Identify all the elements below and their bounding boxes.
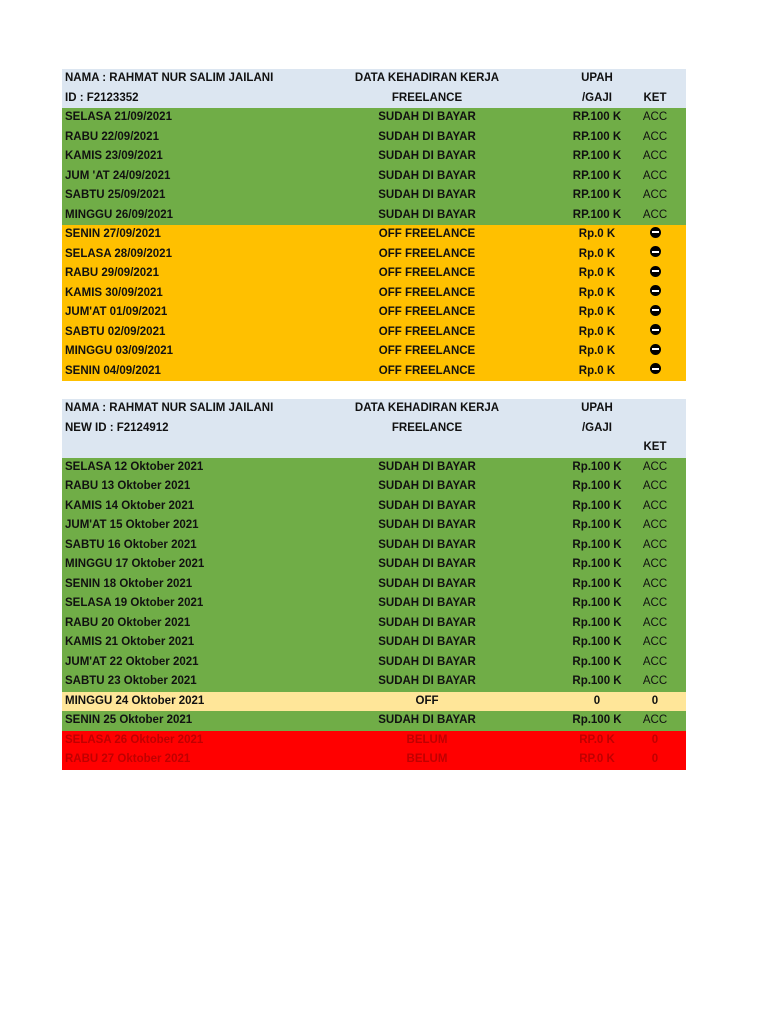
row-status: OFF — [415, 694, 439, 707]
row-status: OFF FREELANCE — [378, 306, 476, 318]
table-row — [62, 575, 686, 595]
row-date: MINGGU 03/09/2021 — [65, 345, 174, 357]
table-row — [62, 692, 686, 712]
row-ket — [630, 303, 680, 323]
minus-circle-icon — [650, 344, 661, 355]
row-upah: 0 — [593, 694, 601, 707]
column-header-data: FREELANCE — [391, 421, 463, 434]
table-header-row — [62, 438, 686, 458]
minus-circle-icon — [650, 324, 661, 335]
row-upah: RP.100 K — [572, 130, 622, 143]
row-date: SELASA 26 Oktober 2021 — [65, 733, 204, 746]
row-ket: ACC — [642, 480, 668, 492]
table-row — [62, 362, 686, 382]
table-row — [62, 303, 686, 323]
row-status: OFF FREELANCE — [378, 364, 476, 377]
row-status: BELUM — [406, 733, 448, 746]
column-header-upah: UPAH — [581, 72, 613, 84]
header-blank — [352, 438, 502, 458]
row-status: SUDAH DI BAYAR — [378, 480, 476, 492]
column-header-data: FREELANCE — [391, 91, 463, 104]
table-row — [62, 497, 686, 517]
row-date: MINGGU 17 Oktober 2021 — [65, 558, 205, 570]
row-status: OFF FREELANCE — [378, 228, 476, 240]
table-row — [62, 750, 686, 770]
row-ket: ACC — [642, 111, 668, 123]
row-upah: RP.0 K — [579, 733, 615, 746]
row-ket: ACC — [642, 538, 668, 551]
row-status: SUDAH DI BAYAR — [378, 675, 476, 687]
row-date: RABU 29/09/2021 — [65, 267, 159, 279]
row-date: SENIN 04/09/2021 — [65, 364, 161, 377]
row-ket — [630, 342, 680, 362]
row-upah: Rp.100 K — [572, 558, 622, 570]
minus-circle-icon — [650, 363, 661, 374]
table-row — [62, 516, 686, 536]
row-date: RABU 13 Oktober 2021 — [65, 480, 191, 492]
row-upah: Rp.0 K — [578, 247, 616, 260]
row-upah: Rp.100 K — [572, 460, 622, 473]
row-date: MINGGU 24 Oktober 2021 — [65, 694, 205, 707]
row-ket: ACC — [642, 558, 668, 570]
table-row — [62, 731, 686, 751]
row-ket: ACC — [642, 499, 668, 512]
row-ket: ACC — [642, 636, 668, 648]
column-header-ket — [630, 399, 680, 419]
row-ket: ACC — [642, 208, 668, 221]
table-row — [62, 614, 686, 634]
header-blank — [65, 438, 350, 458]
row-status: SUDAH DI BAYAR — [378, 655, 476, 668]
row-upah: Rp.100 K — [572, 480, 622, 492]
row-upah: Rp.0 K — [578, 325, 616, 338]
row-status: SUDAH DI BAYAR — [378, 150, 476, 162]
table-body — [62, 108, 686, 381]
row-status: SUDAH DI BAYAR — [378, 714, 476, 726]
row-date: KAMIS 14 Oktober 2021 — [65, 499, 195, 512]
row-ket — [630, 225, 680, 245]
row-upah: Rp.100 K — [572, 519, 622, 531]
row-ket: 0 — [651, 694, 659, 707]
row-date: RABU 22/09/2021 — [65, 130, 159, 143]
row-date: RABU 27 Oktober 2021 — [65, 753, 191, 765]
table-row — [62, 342, 686, 362]
table-header-row — [62, 419, 686, 439]
row-upah: RP.100 K — [572, 150, 622, 162]
employee-name: NAMA : RAHMAT NUR SALIM JAILANI — [65, 402, 274, 414]
table-row — [62, 225, 686, 245]
minus-circle-icon — [650, 285, 661, 296]
table-row — [62, 711, 686, 731]
row-ket: ACC — [642, 189, 668, 201]
employee-name: NAMA : RAHMAT NUR SALIM JAILANI — [65, 72, 274, 84]
table-row — [62, 653, 686, 673]
row-upah: Rp.100 K — [572, 597, 622, 609]
row-ket: ACC — [642, 597, 668, 609]
row-date: SELASA 19 Oktober 2021 — [65, 597, 204, 609]
row-upah: Rp.0 K — [578, 267, 616, 279]
row-ket — [630, 323, 680, 343]
table-row — [62, 206, 686, 226]
row-status: SUDAH DI BAYAR — [378, 208, 476, 221]
row-upah: Rp.0 K — [578, 286, 616, 299]
row-date: JUM'AT 15 Oktober 2021 — [65, 519, 199, 531]
row-status: SUDAH DI BAYAR — [378, 169, 476, 182]
row-ket: ACC — [642, 616, 668, 629]
row-status: BELUM — [406, 753, 448, 765]
table-row — [62, 555, 686, 575]
row-upah: Rp.0 K — [578, 306, 616, 318]
row-date: SABTU 25/09/2021 — [65, 189, 166, 201]
row-status: OFF FREELANCE — [378, 267, 476, 279]
table-row — [62, 323, 686, 343]
row-status: SUDAH DI BAYAR — [378, 636, 476, 648]
column-header-data: DATA KEHADIRAN KERJA — [354, 72, 500, 84]
minus-circle-icon — [650, 266, 661, 277]
attendance-table-october — [62, 399, 686, 770]
row-status: SUDAH DI BAYAR — [378, 189, 476, 201]
table-row — [62, 633, 686, 653]
table-header-row — [62, 399, 686, 419]
row-date: SABTU 16 Oktober 2021 — [65, 538, 197, 551]
row-upah: Rp.100 K — [572, 616, 622, 629]
table-row — [62, 264, 686, 284]
row-status: SUDAH DI BAYAR — [378, 597, 476, 609]
row-date: KAMIS 21 Oktober 2021 — [65, 636, 195, 648]
employee-id: NEW ID : F2124912 — [65, 421, 169, 434]
row-status: SUDAH DI BAYAR — [378, 130, 476, 143]
minus-circle-icon — [650, 227, 661, 238]
row-date: RABU 20 Oktober 2021 — [65, 616, 191, 629]
row-ket: ACC — [642, 655, 668, 668]
row-date: KAMIS 23/09/2021 — [65, 150, 163, 162]
row-ket — [630, 264, 680, 284]
table-row — [62, 186, 686, 206]
minus-circle-icon — [650, 305, 661, 316]
column-header-ket — [630, 419, 680, 439]
row-upah: Rp.100 K — [572, 538, 622, 551]
row-upah: Rp.100 K — [572, 577, 622, 590]
table-row — [62, 128, 686, 148]
table-header-row — [62, 69, 686, 89]
row-upah: Rp.0 K — [578, 364, 616, 377]
row-status: SUDAH DI BAYAR — [378, 499, 476, 512]
row-ket: ACC — [642, 675, 668, 687]
column-header-data: DATA KEHADIRAN KERJA — [354, 402, 500, 414]
row-status: OFF FREELANCE — [378, 345, 476, 357]
row-upah: RP.100 K — [572, 169, 622, 182]
row-date: SENIN 25 Oktober 2021 — [65, 714, 193, 726]
row-upah: Rp.100 K — [572, 636, 622, 648]
row-upah: RP.0 K — [579, 753, 615, 765]
row-date: SELASA 28/09/2021 — [65, 247, 172, 260]
row-date: MINGGU 26/09/2021 — [65, 208, 174, 221]
table-row — [62, 167, 686, 187]
attendance-table-september — [62, 69, 686, 381]
row-status: SUDAH DI BAYAR — [378, 558, 476, 570]
row-ket: 0 — [651, 753, 659, 765]
table-row — [62, 284, 686, 304]
row-date: SENIN 18 Oktober 2021 — [65, 577, 193, 590]
column-header-upah: UPAH — [581, 402, 613, 414]
row-status: OFF FREELANCE — [378, 286, 476, 299]
row-ket: ACC — [642, 169, 668, 182]
row-ket: ACC — [642, 150, 668, 162]
row-date: SABTU 02/09/2021 — [65, 325, 166, 338]
row-upah: Rp.100 K — [572, 499, 622, 512]
column-header-ket: KET — [643, 91, 667, 104]
row-ket: ACC — [642, 460, 668, 473]
row-status: OFF FREELANCE — [378, 325, 476, 338]
column-header-upah: /GAJI — [581, 91, 613, 104]
row-ket: 0 — [651, 733, 659, 746]
row-ket — [630, 362, 680, 382]
row-upah: RP.100 K — [572, 208, 622, 221]
table-body — [62, 458, 686, 770]
row-date: SENIN 27/09/2021 — [65, 228, 161, 240]
row-upah: Rp.0 K — [578, 228, 616, 240]
row-ket: ACC — [642, 714, 668, 726]
row-upah: Rp.100 K — [572, 655, 622, 668]
column-header-ket — [630, 69, 680, 89]
row-upah: Rp.0 K — [578, 345, 616, 357]
table-row — [62, 477, 686, 497]
row-upah: RP.100 K — [572, 111, 622, 123]
row-ket — [630, 284, 680, 304]
row-date: JUM 'AT 24/09/2021 — [65, 169, 171, 182]
row-status: SUDAH DI BAYAR — [378, 577, 476, 590]
row-date: SELASA 21/09/2021 — [65, 111, 172, 123]
table-row — [62, 594, 686, 614]
row-status: SUDAH DI BAYAR — [378, 111, 476, 123]
table-row — [62, 108, 686, 128]
row-date: KAMIS 30/09/2021 — [65, 286, 163, 299]
employee-id: ID : F2123352 — [65, 91, 139, 104]
row-upah: RP.100 K — [572, 189, 622, 201]
table-header-row — [62, 89, 686, 109]
row-upah: Rp.100 K — [572, 675, 622, 687]
row-date: JUM'AT 22 Oktober 2021 — [65, 655, 199, 668]
table-row — [62, 147, 686, 167]
row-status: SUDAH DI BAYAR — [378, 519, 476, 531]
row-date: SELASA 12 Oktober 2021 — [65, 460, 204, 473]
minus-circle-icon — [650, 246, 661, 257]
row-status: OFF FREELANCE — [378, 247, 476, 260]
column-header-upah: /GAJI — [581, 421, 613, 434]
column-header-ket: KET — [643, 441, 667, 453]
row-status: SUDAH DI BAYAR — [378, 616, 476, 629]
table-row — [62, 536, 686, 556]
row-ket: ACC — [642, 130, 668, 143]
table-row — [62, 458, 686, 478]
table-row — [62, 245, 686, 265]
row-upah: Rp.100 K — [572, 714, 622, 726]
row-date: SABTU 23 Oktober 2021 — [65, 675, 197, 687]
table-row — [62, 672, 686, 692]
row-status: SUDAH DI BAYAR — [378, 460, 476, 473]
row-ket — [630, 245, 680, 265]
row-ket: ACC — [642, 519, 668, 531]
row-status: SUDAH DI BAYAR — [378, 538, 476, 551]
row-ket: ACC — [642, 577, 668, 590]
row-date: JUM'AT 01/09/2021 — [65, 306, 168, 318]
